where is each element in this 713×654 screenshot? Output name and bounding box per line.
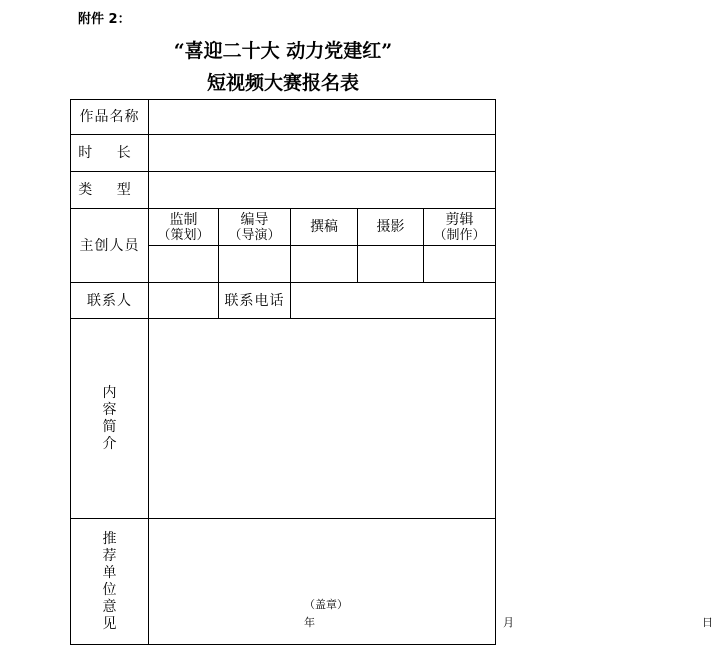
role-director [219, 209, 291, 246]
recommend-label: 推荐单位意见 [102, 530, 117, 632]
registration-form-table [70, 99, 713, 645]
work-name-label: 作品名称 [71, 100, 149, 135]
role-name: 剪辑 [445, 211, 474, 228]
date-line [304, 615, 713, 631]
role-name: 撰稿 [310, 219, 338, 235]
date-day: 日 [701, 616, 713, 629]
role-producer [149, 209, 219, 246]
attachment-label: 附件 2： [78, 12, 131, 27]
row-recommendation [71, 519, 496, 645]
date-month: 月 [502, 616, 514, 629]
phone-label: 联系电话 [219, 283, 291, 319]
role-name: 监制 [169, 211, 198, 228]
date-year: 年 [304, 616, 315, 629]
phone-field[interactable] [291, 283, 496, 319]
seal-area [304, 597, 713, 631]
editor-field[interactable] [424, 246, 496, 283]
type-field[interactable] [149, 172, 496, 209]
row-summary [71, 319, 496, 519]
role-name: 摄影 [376, 219, 405, 235]
summary-label-cell [71, 319, 149, 519]
role-camera [358, 209, 424, 246]
recommend-label-cell [71, 519, 149, 645]
producer-field[interactable] [149, 246, 219, 283]
row-duration [71, 135, 496, 172]
form-subtitle: 短视频大赛报名表 [206, 72, 359, 94]
type-label: 类 型 [71, 172, 149, 209]
seal-label: （盖章） [304, 598, 348, 611]
role-writer [291, 209, 358, 246]
director-field[interactable] [219, 246, 291, 283]
duration-field[interactable] [149, 135, 496, 172]
role-sub: （导演） [228, 227, 281, 243]
recommend-field[interactable] [149, 519, 713, 645]
writer-field[interactable] [291, 246, 358, 283]
duration-label: 时 长 [71, 135, 149, 172]
row-contact [71, 283, 496, 319]
row-creator-roles [71, 209, 496, 246]
contact-field[interactable] [149, 283, 219, 319]
summary-field[interactable] [149, 319, 496, 519]
camera-field[interactable] [358, 246, 424, 283]
row-work-name [71, 100, 496, 135]
role-name: 编导 [240, 211, 269, 228]
role-sub: （制作） [433, 227, 486, 243]
summary-label: 内容简介 [102, 384, 117, 452]
form-title: “喜迎二十大 动力党建红” [173, 40, 393, 62]
row-type [71, 172, 496, 209]
role-sub: （策划） [157, 227, 210, 243]
creators-label: 主创人员 [71, 209, 149, 283]
role-editor [424, 209, 496, 246]
work-name-field[interactable] [149, 100, 496, 135]
contact-label: 联系人 [71, 283, 149, 319]
